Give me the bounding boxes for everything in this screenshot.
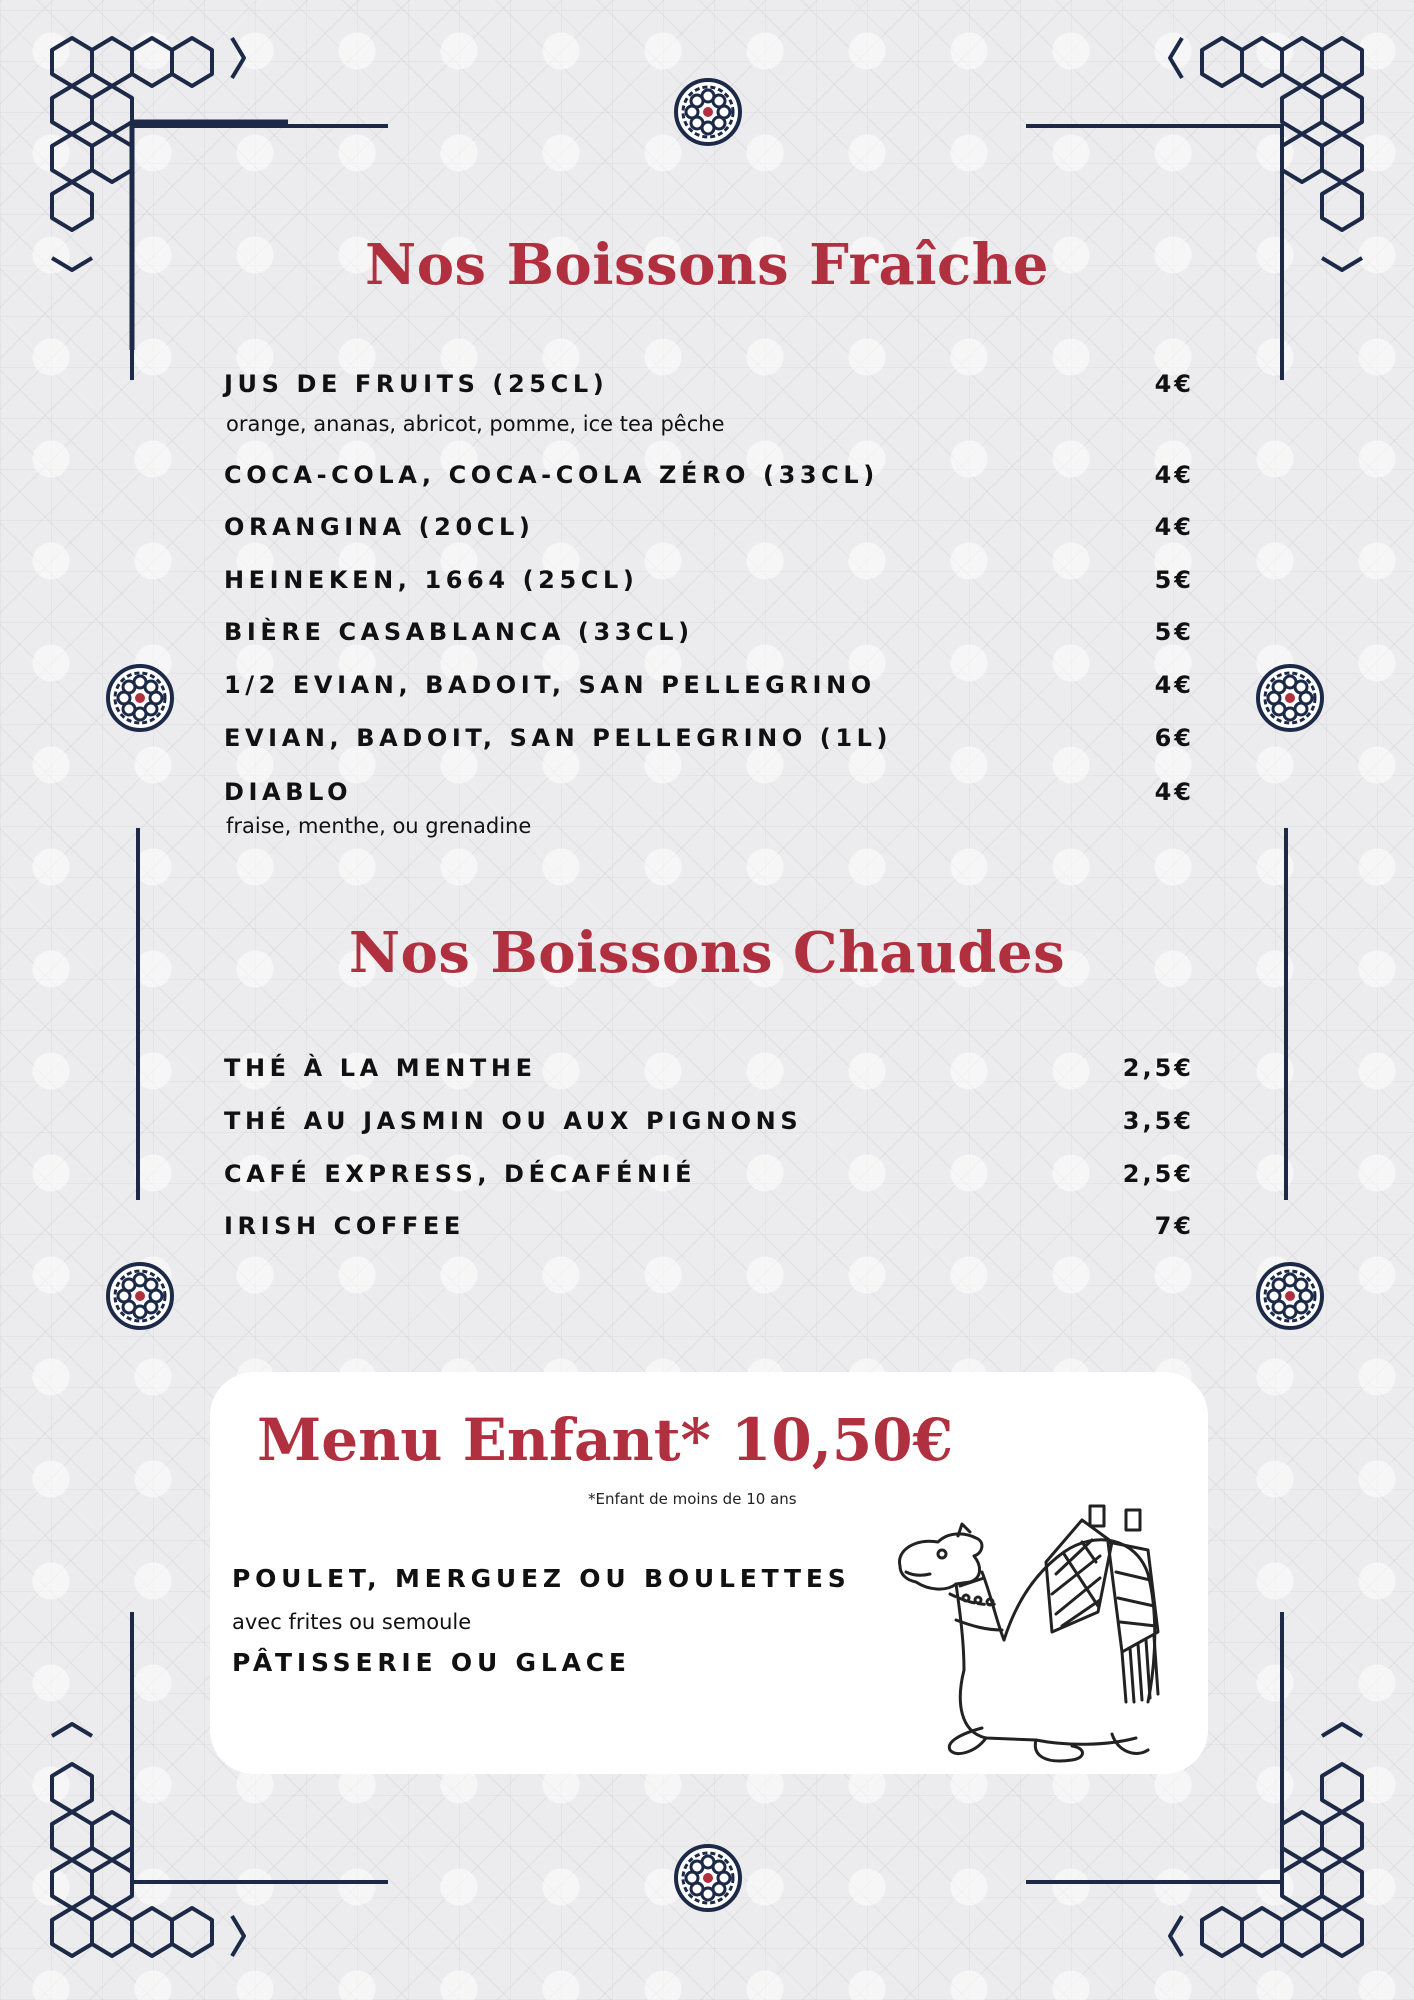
menu-item [224, 671, 1194, 711]
item-price: 3,5€ [1122, 1107, 1194, 1135]
menu-item [224, 724, 1194, 764]
rosette-ornament-icon [104, 1260, 176, 1332]
item-description: orange, ananas, abricot, pomme, ice tea pêche [226, 412, 725, 436]
menu-item [224, 461, 1194, 501]
menu-item [224, 1160, 1194, 1200]
section-title-hot: Nos Boissons Chaudes [348, 920, 1066, 986]
item-price: 4€ [1154, 370, 1194, 398]
item-name: THÉ AU JASMIN OU AUX PIGNONS [224, 1107, 803, 1135]
kids-menu-card [210, 1372, 1208, 1774]
item-price: 4€ [1154, 778, 1194, 806]
item-description: fraise, menthe, ou grenadine [226, 814, 532, 838]
item-name: ORANGINA (20CL) [224, 513, 535, 541]
item-name: HEINEKEN, 1664 (25CL) [224, 566, 639, 594]
frame-line [1026, 1880, 1284, 1884]
item-price: 4€ [1154, 671, 1194, 699]
corner-ornament-top-right [1126, 34, 1366, 354]
item-price: 7€ [1154, 1212, 1194, 1240]
item-name: THÉ À LA MENTHE [224, 1054, 537, 1082]
menu-item [224, 618, 1194, 658]
item-name: BIÈRE CASABLANCA (33CL) [224, 618, 694, 646]
item-price: 4€ [1154, 461, 1194, 489]
menu-item [224, 1212, 1194, 1252]
kids-menu-item: PÂTISSERIE OU GLACE [232, 1648, 631, 1677]
item-price: 2,5€ [1122, 1054, 1194, 1082]
item-name: JUS DE FRUITS (25CL) [224, 370, 609, 398]
item-name: 1/2 EVIAN, BADOIT, SAN PELLEGRINO [224, 671, 876, 699]
item-name: IRISH COFFEE [224, 1212, 465, 1240]
menu-item [224, 778, 1194, 838]
menu-item [224, 1054, 1194, 1094]
item-name: DIABLO [224, 778, 353, 806]
menu-item [224, 566, 1194, 606]
frame-line [1280, 1612, 1284, 1884]
menu-item [224, 1107, 1194, 1147]
item-price: 5€ [1154, 618, 1194, 646]
camel-illustration [886, 1502, 1196, 1772]
item-name: EVIAN, BADOIT, SAN PELLEGRINO (1L) [224, 724, 893, 752]
rosette-ornament-icon [1254, 1260, 1326, 1332]
frame-line [130, 124, 388, 128]
menu-item [224, 370, 1194, 436]
frame-line [130, 1880, 388, 1884]
item-price: 5€ [1154, 566, 1194, 594]
rosette-ornament-icon [1254, 662, 1326, 734]
kids-menu-item: POULET, MERGUEZ OU BOULETTES [232, 1564, 851, 1593]
item-price: 6€ [1154, 724, 1194, 752]
rosette-ornament-icon [104, 662, 176, 734]
frame-line [1026, 124, 1284, 128]
item-name: COCA-COLA, COCA-COLA ZÉRO (33CL) [224, 461, 879, 489]
section-title-cold: Nos Boissons Fraîche [365, 232, 1049, 298]
side-frame-line-left [136, 828, 140, 1200]
kids-menu-item-description: avec frites ou semoule [232, 1610, 472, 1634]
rosette-ornament-icon [672, 76, 744, 148]
rosette-ornament-icon [672, 1842, 744, 1914]
frame-line [130, 1612, 134, 1884]
corner-ornament-top-left [48, 34, 288, 354]
menu-item [224, 513, 1194, 553]
side-frame-line-right [1284, 828, 1288, 1200]
kids-menu-note: *Enfant de moins de 10 ans [588, 1490, 797, 1508]
item-price: 4€ [1154, 513, 1194, 541]
item-name: CAFÉ EXPRESS, DÉCAFÉNIÉ [224, 1160, 697, 1188]
item-price: 2,5€ [1122, 1160, 1194, 1188]
kids-menu-title: Menu Enfant* 10,50€ [257, 1406, 953, 1474]
